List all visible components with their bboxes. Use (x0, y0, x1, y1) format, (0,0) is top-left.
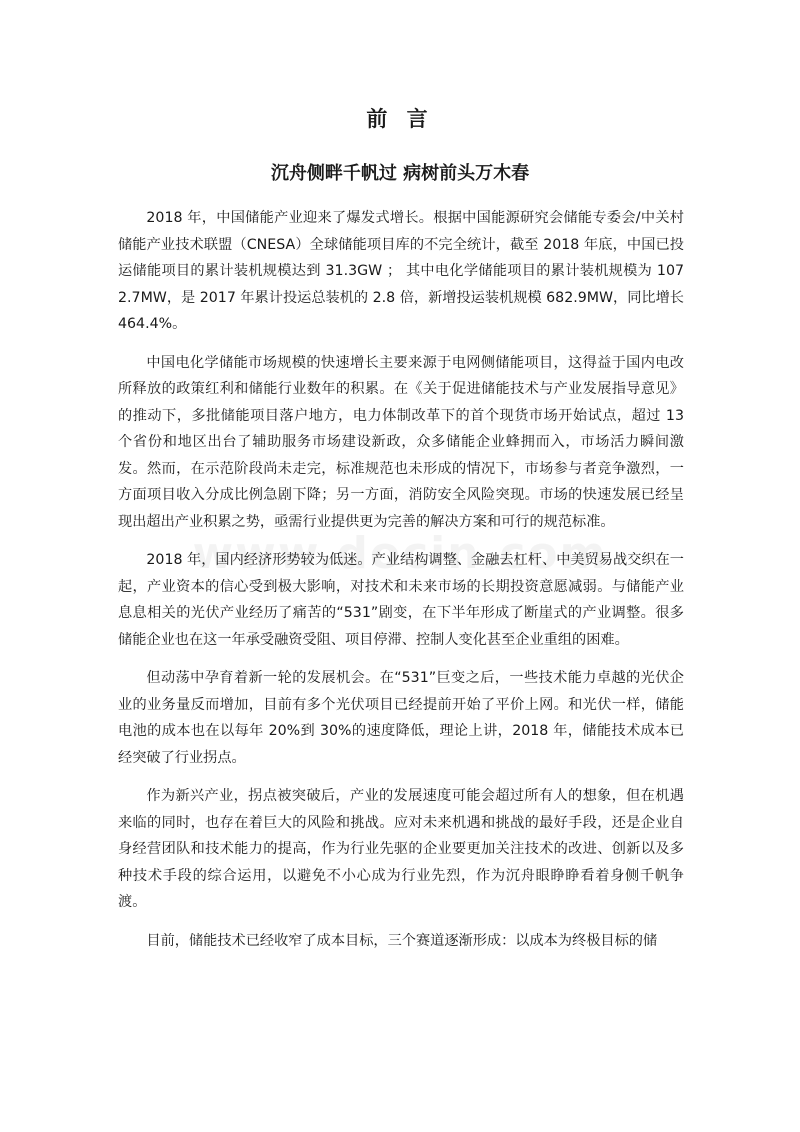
paragraph-3: 2018 年，国内经济形势较为低迷。产业结构调整、金融去杠杆、中美贸易战交织在一起，产业资本的信心受到极大影响，对技术和未来市场的长期投资意愿减弱。与储能产业息息相关的光伏产业经历了痛苦的“531”剧变，在下半年形成了断崖式的产业调整。很多储能企业也在这一年承受融资受阻、项目停滞、控制人变化甚至企业重组的困难。 (118, 552, 684, 648)
page-title: 前 言 (366, 107, 434, 131)
page-subtitle: 沉舟侧畔千帆过 病树前头万木春 (270, 163, 530, 184)
paragraph-6: 目前，储能技术已经收窄了成本目标，三个赛道逐渐形成：以成本为终极目标的储 (146, 932, 658, 949)
paragraph-1: 2018 年，中国储能产业迎来了爆发式增长。根据中国能源研究会储能专委会/中关村储能产业技术联盟（CNESA）全球储能项目库的不完全统计，截至 2018 年底，中国已投运储能项目的累计装机规模达到 31.3GW ； 其中电化学储能项目的累计装机规模为 1072.7MW，是 2017 年累计投运总装机的 2.8 倍，新增投运装机规模 682.9MW，同比增长464.4%。 (118, 210, 684, 332)
paragraph-4: 但动荡中孕育着新一轮的发展机会。在“531”巨变之后，一些技术能力卓越的光伏企业的业务量反而增加，目前有多个光伏项目已经提前开始了平价上网。和光伏一样，储能电池的成本也在以每年 20%到 30%的速度降低，理论上讲，2018 年，储能技术成本已经突破了行业拐点。 (118, 670, 684, 766)
paragraph-5: 作为新兴产业，拐点被突破后，产业的发展速度可能会超过所有人的想象，但在机遇来临的同时，也存在着巨大的风险和挑战。应对未来机遇和挑战的最好手段，还是企业自身经营团队和技术能力的提高，作为行业先驱的企业要更加关注技术的改进、创新以及多种技术手段的综合运用，以避免不小心成为行业先烈，作为沉舟眼睁睁看着身侧千帆争渡。 (118, 788, 684, 910)
body-text (118, 205, 684, 954)
paragraph-2: 中国电化学储能市场规模的快速增长主要来源于电网侧储能项目，这得益于国内电改所释放的政策红利和储能行业数年的积累。在《关于促进储能技术与产业发展指导意见》的推动下，多批储能项目落户地方，电力体制改革下的首个现货市场开始试点，超过 13 个省份和地区出台了辅助服务市场建设新政，众多储能企业蜂拥而入，市场活力瞬间激发。然而，在示范阶段尚未走完，标准规范也未形成的情况下，市场参与者竞争激烈，一方面项目收入分成比例急剧下降；另一方面，消防安全风险突现。市场的快速发展已经呈现出超出产业积累之势，亟需行业提供更为完善的解决方案和可行的规范标准。 (118, 354, 684, 530)
